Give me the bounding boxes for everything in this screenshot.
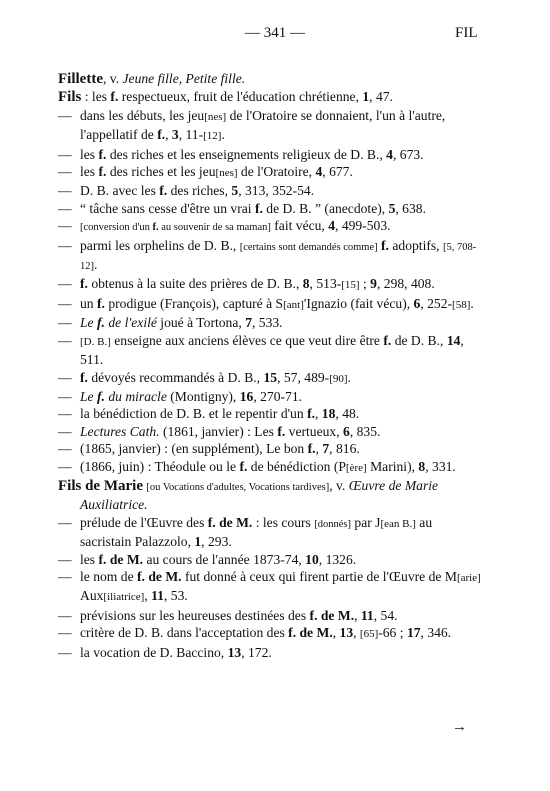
- entry: — [conversion d'un f. au souvenir de sa maman] fait vécu, 4, 499-503.: [58, 218, 391, 234]
- entry: — Le f. du miracle (Montigny), 16, 270-71.: [58, 388, 303, 404]
- entry-headword: Fils : les f. respectueux, fruit de l'éducation chrétienne, 1, 47.: [58, 89, 393, 106]
- entry: — parmi les orphelins de D. B., [certains sont demandés comme] f. adoptifs, [5, 708-12].: [58, 237, 477, 273]
- running-head: FIL: [455, 25, 478, 41]
- entry: — D. B. avec les f. des riches, 5, 313, 352-54.: [58, 183, 315, 199]
- entry: — les f. de M. au cours de l'année 1873-74, 10, 1326.: [58, 551, 357, 567]
- entry: — les f. des riches et les enseignements religieux de D. B., 4, 673.: [58, 146, 424, 162]
- entry-headword: Fillette, v. Jeune fille, Petite fille.: [58, 71, 246, 87]
- entry: — (1866, juin) : Théodule ou le f. de bénédiction (P[ère] Marini), 8, 331.: [58, 458, 456, 474]
- entry: — “ tâche sans cesse d'être un vrai f. de D. B. ” (anecdote), 5, 638.: [58, 200, 426, 216]
- index-body: [58, 70, 484, 661]
- entry: — la vocation de D. Baccino, 13, 172.: [58, 644, 272, 660]
- page-number: — 341 —: [245, 25, 305, 41]
- entry: — dans les débuts, les jeu[nes] de l'Oratoire se donnaient, l'un à l'autre, l'appellatif de f., 3, 11-[12].: [58, 107, 446, 143]
- entry: — prévisions sur les heureuses destinées des f. de M., 11, 54.: [58, 607, 398, 623]
- entry: — f. obtenus à la suite des prières de D. B., 8, 513-[15] ; 9, 298, 408.: [58, 276, 435, 292]
- continuation-arrow-icon: →: [452, 719, 467, 735]
- entry: — (1865, janvier) : (en supplément), Le bon f., 7, 816.: [58, 441, 360, 457]
- entry: — la bénédiction de D. B. et le repentir d'un f., 18, 48.: [58, 406, 360, 422]
- entry: — critère de D. B. dans l'acceptation des f. de M., 13, [65]-66 ; 17, 346.: [58, 625, 452, 641]
- entry: — prélude de l'Œuvre des f. de M. : les cours [donnés] par J[ean B.] au sacristain Palazzolo, 1, 293.: [58, 514, 433, 550]
- entry: — [D. B.] enseigne aux anciens élèves ce que veut dire être f. de D. B., 14, 511.: [58, 332, 464, 368]
- entry: — f. dévoyés recommandés à D. B., 15, 57, 489-[90].: [58, 369, 351, 385]
- entry: — les f. des riches et les jeu[nes] de l'Oratoire, 4, 677.: [58, 164, 353, 180]
- entry: — Le f. de l'exilé joué à Tortona, 7, 533.: [58, 315, 283, 331]
- entry: — un f. prodigue (François), capturé à S[ant]'Ignazio (fait vécu), 6, 252-[58].: [58, 295, 474, 311]
- entry: — Lectures Cath. (1861, janvier) : Les f. vertueux, 6, 835.: [58, 423, 381, 439]
- entry: — le nom de f. de M. fut donné à ceux qui firent partie de l'Œuvre de M[arie] Aux[iliatrice], 11, 53.: [58, 568, 481, 604]
- entry-headword: Fils de Marie [ou Vocations d'adultes, Vocations tardives], v. Œuvre de Marie Auxiliatrice.: [58, 477, 439, 513]
